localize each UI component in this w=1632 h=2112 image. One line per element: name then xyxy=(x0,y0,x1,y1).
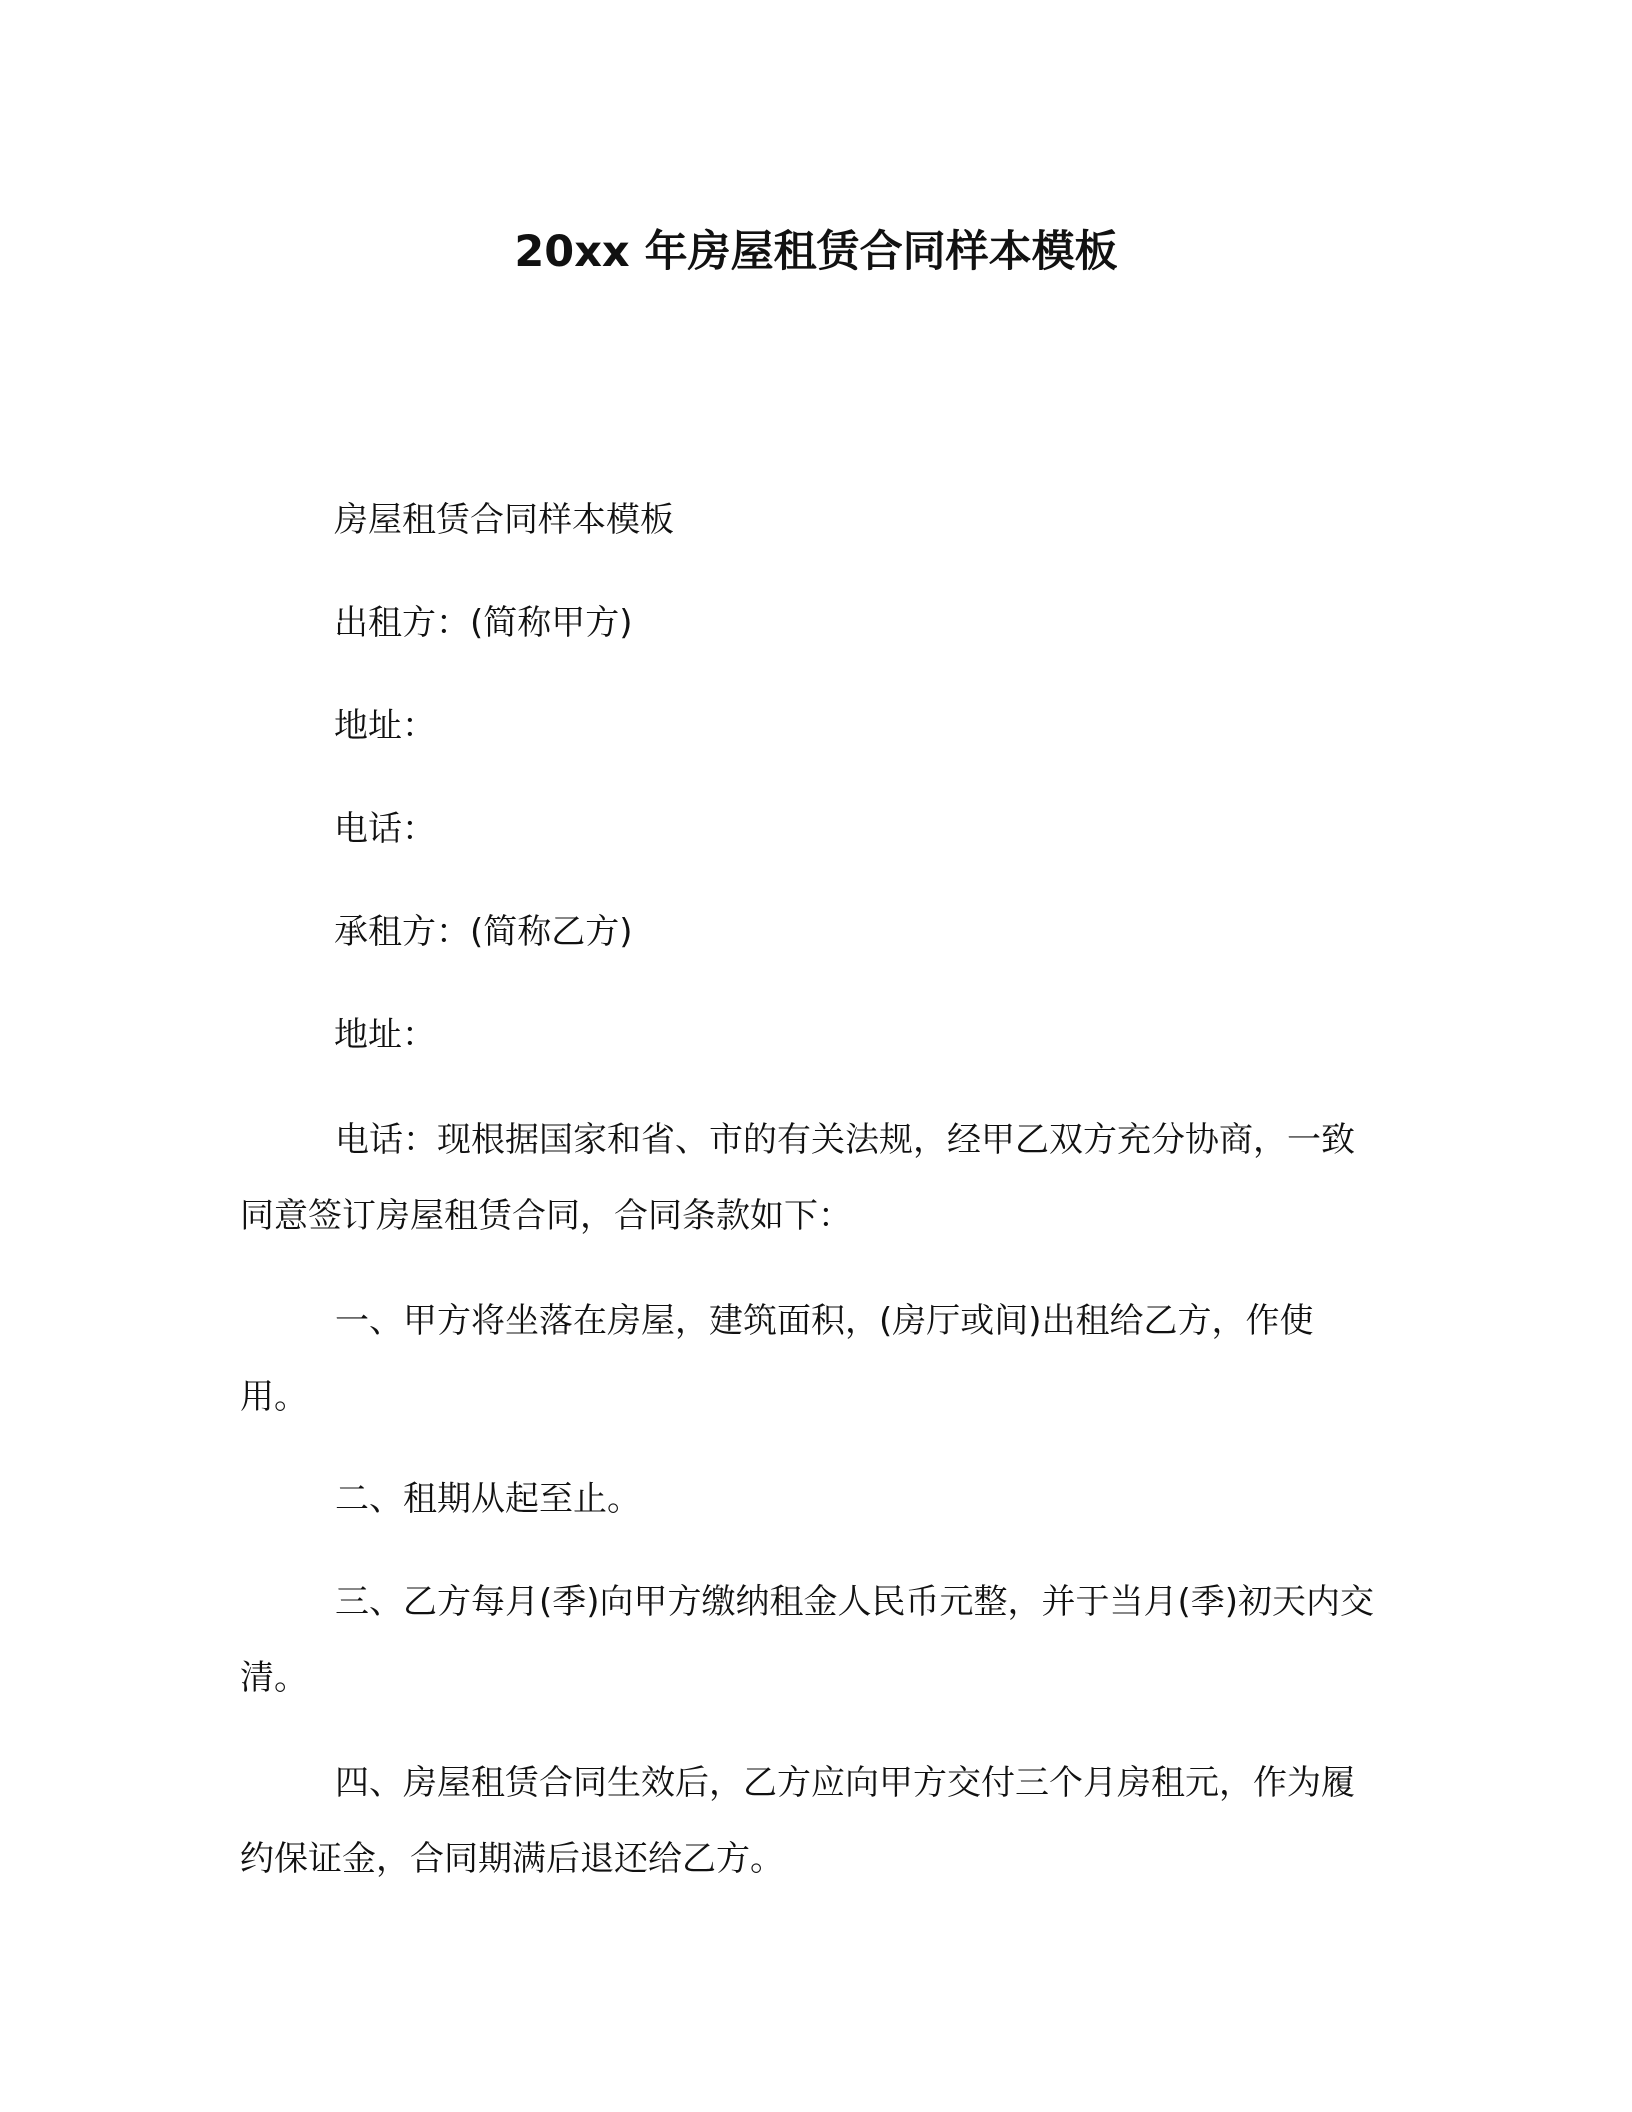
lessee-line: 承租方：(简称乙方) xyxy=(334,912,633,952)
clause-2: 二、租期从起至止。 xyxy=(335,1479,641,1519)
contract-subtitle: 房屋租赁合同样本模板 xyxy=(334,500,674,540)
lessor-address-line: 地址： xyxy=(334,706,436,746)
document-title: 20xx 年房屋租赁合同样本模板 xyxy=(514,227,1118,277)
clause-3: 三、乙方每月(季)向甲方缴纳租金人民币元整，并于当月(季)初天内交清。 xyxy=(240,1582,1375,1698)
intro-paragraph: 电话：现根据国家和省、市的有关法规，经甲乙双方充分协商，一致同意签订房屋租赁合同，合同条款如下： xyxy=(240,1120,1355,1236)
lessor-line: 出租方：(简称甲方) xyxy=(334,603,633,643)
lessor-phone-line: 电话： xyxy=(334,809,436,849)
clause-4: 四、房屋租赁合同生效后，乙方应向甲方交付三个月房租元，作为履约保证金，合同期满后退还给乙方。 xyxy=(240,1763,1355,1879)
lessee-address-line: 地址： xyxy=(334,1015,436,1055)
clause-1: 一、甲方将坐落在房屋，建筑面积，(房厅或间)出租给乙方，作使用。 xyxy=(240,1301,1314,1417)
